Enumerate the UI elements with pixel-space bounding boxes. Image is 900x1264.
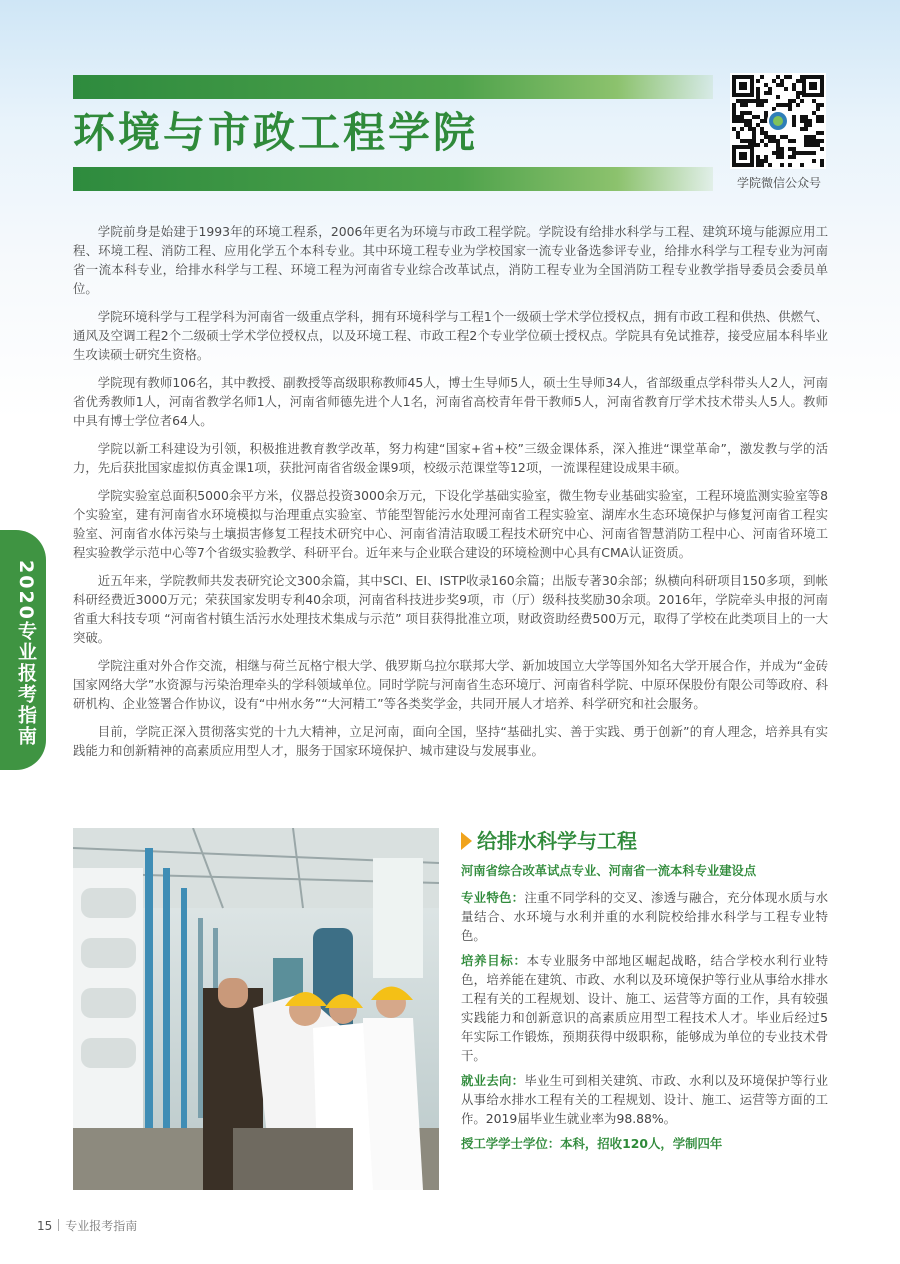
item-label: 培养目标： — [461, 953, 527, 968]
major-section — [461, 828, 828, 1153]
footer-divider — [58, 1219, 59, 1231]
page-number: 15 — [37, 1219, 53, 1233]
intro-paragraph: 学院注重对外合作交流，相继与荷兰瓦格宁根大学、俄罗斯乌拉尔联邦大学、新加坡国立大学等国外知名大学开展合作，并成为“金砖国家网络大学”水资源与污染治理牵头的学科领域单位。同时学院与河南省生态环境厅、河南省科学院、中原环保股份有限公司等政府、科研机构、企业签署合作协议，设有“中州水务”“大河精工”等各类奖学金，共同开展人才培养、科学研究和社会服务。 — [73, 658, 828, 711]
lab-photo — [73, 828, 439, 1190]
item-text: 注重不同学科的交叉、渗透与融合，充分体现水质与水量结合、水环境与水利并重的水利院校给排水科学与工程专业特色。 — [461, 890, 829, 943]
page-footer — [37, 1217, 137, 1234]
qr-caption: 学院微信公众号 — [736, 176, 821, 190]
item-text: 本专业服务中部地区崛起战略，结合学校水利行业特色，培养能在建筑、市政、水利以及环境保护等行业从事给水排水工程有关的工程规划、设计、施工、运营等方面的工作，具有较强实践能力和创新意识的高素质应用型工程技术人才。毕业后经过5年实际工作锻炼，预期获得中级职称，能够成为单位的专业技术骨干。 — [461, 953, 829, 1063]
major-goal — [461, 951, 828, 1065]
qr-code-icon — [730, 73, 826, 169]
side-tab-label: 2020专业报考指南 — [15, 560, 37, 747]
title-bottom-stripe — [73, 167, 713, 191]
major-title — [461, 828, 828, 854]
intro-paragraph: 学院环境科学与工程学科为河南省一级重点学科，拥有环境科学与工程1个一级硕士学术学位授权点，拥有市政工程和供热、供燃气、通风及空调工程2个二级硕士学术学位授权点，以及环境工程、市政工程2个专业学位硕士授权点。学院具有免试推荐，接受应届本科毕业生攻读硕士研究生资格。 — [73, 309, 828, 362]
item-text: 毕业生可到相关建筑、市政、水利以及环境保护等行业从事给水排水工程有关的工程规划、设计、施工、运营等方面的工作。2019届毕业生就业率为98.88%。 — [461, 1073, 829, 1126]
intro-paragraph: 学院前身是始建于1993年的环境工程系，2006年更名为环境与市政工程学院。学院设有给排水科学与工程、建筑环境与能源应用工程、环境工程、消防工程、应用化学五个本科专业。其中环境工程专业为学校国家一流专业备选参评专业，给排水科学与工程专业为河南省一流本科专业，给排水科学与工程、环境工程为河南省专业综合改革试点，消防工程专业为全国消防工程专业教学指导委员会委员单位。 — [73, 224, 828, 296]
intro-text — [73, 222, 828, 769]
major-degree: 授工学学士学位：本科，招收120人，学制四年 — [461, 1136, 723, 1151]
intro-paragraph: 目前，学院正深入贯彻落实党的十九大精神，立足河南，面向全国，坚持“基础扎实、善于实践、勇于创新”的育人理念，培养具有实践能力和创新精神的高素质应用型人才，服务于国家环境保护、城市建设与发展事业。 — [73, 724, 828, 758]
intro-paragraph: 学院现有教师106名，其中教授、副教授等高级职称教师45人，博士生导师5人，硕士生导师34人，省部级重点学科带头人2人，河南省优秀教师1人，河南省教学名师1人，河南省师德先进个人1名，河南省高校青年骨干教师5人，河南省教育厅学术技术带头人5人。教师中具有博士学位者64人。 — [73, 375, 828, 428]
footer-text: 专业报考指南 — [65, 1219, 138, 1233]
triangle-marker-icon — [461, 832, 472, 850]
title-top-stripe — [73, 75, 713, 99]
intro-paragraph: 学院以新工科建设为引领，积极推进教育教学改革，努力构建“国家+省+校”三级金课体系，深入推进“课堂革命”，激发教与学的活力，先后获批国家虚拟仿真金课1项，获批河南省省级金课9项，校级示范课堂等12项，一流课程建设成果丰硕。 — [73, 441, 828, 475]
page-title: 环境与市政工程学院 — [73, 108, 479, 157]
major-title-text: 给排水科学与工程 — [477, 829, 637, 853]
item-label: 专业特色： — [461, 890, 525, 905]
intro-paragraph: 学院实验室总面积5000余平方米，仪器总投资3000余万元，下设化学基础实验室，微生物专业基础实验室，工程环境监测实验室等8个实验室，建有河南省水环境模拟与治理重点实验室、节能型智能污水处理河南省工程实验室、湖库水生态环境保护与修复河南省工程实验室、河南省水体污染与土壤损害修复工程技术研究中心、河南省清洁取暖工程技术研究中心、河南省智慧消防工程中心、河南省环境工程实验教学示范中心等7个省级实验教学、科研平台。近年来与企业联合建设的环境检测中心具有CMA认证资质。 — [73, 488, 828, 560]
major-subtitle: 河南省综合改革试点专业、河南省一流本科专业建设点 — [461, 864, 757, 878]
intro-paragraph: 近五年来，学院教师共发表研究论文300余篇，其中SCI、EI、ISTP收录160余篇；出版专著30余部；纵横向科研项目150多项，到帐科研经费近3000万元；荣获国家发明专利40余项，河南省科技进步奖9项，市（厅）级科技奖励30余项。2016年，学院牵头申报的河南省重大科技专项 “河南省村镇生活污水处理技术集成与示范” 项目获得批准立项，财政资助经费500万元，取得了学校在此类项目上的一大突破。 — [73, 573, 828, 645]
item-label: 就业去向： — [461, 1073, 525, 1088]
major-feature — [461, 888, 828, 945]
major-employment — [461, 1071, 828, 1128]
